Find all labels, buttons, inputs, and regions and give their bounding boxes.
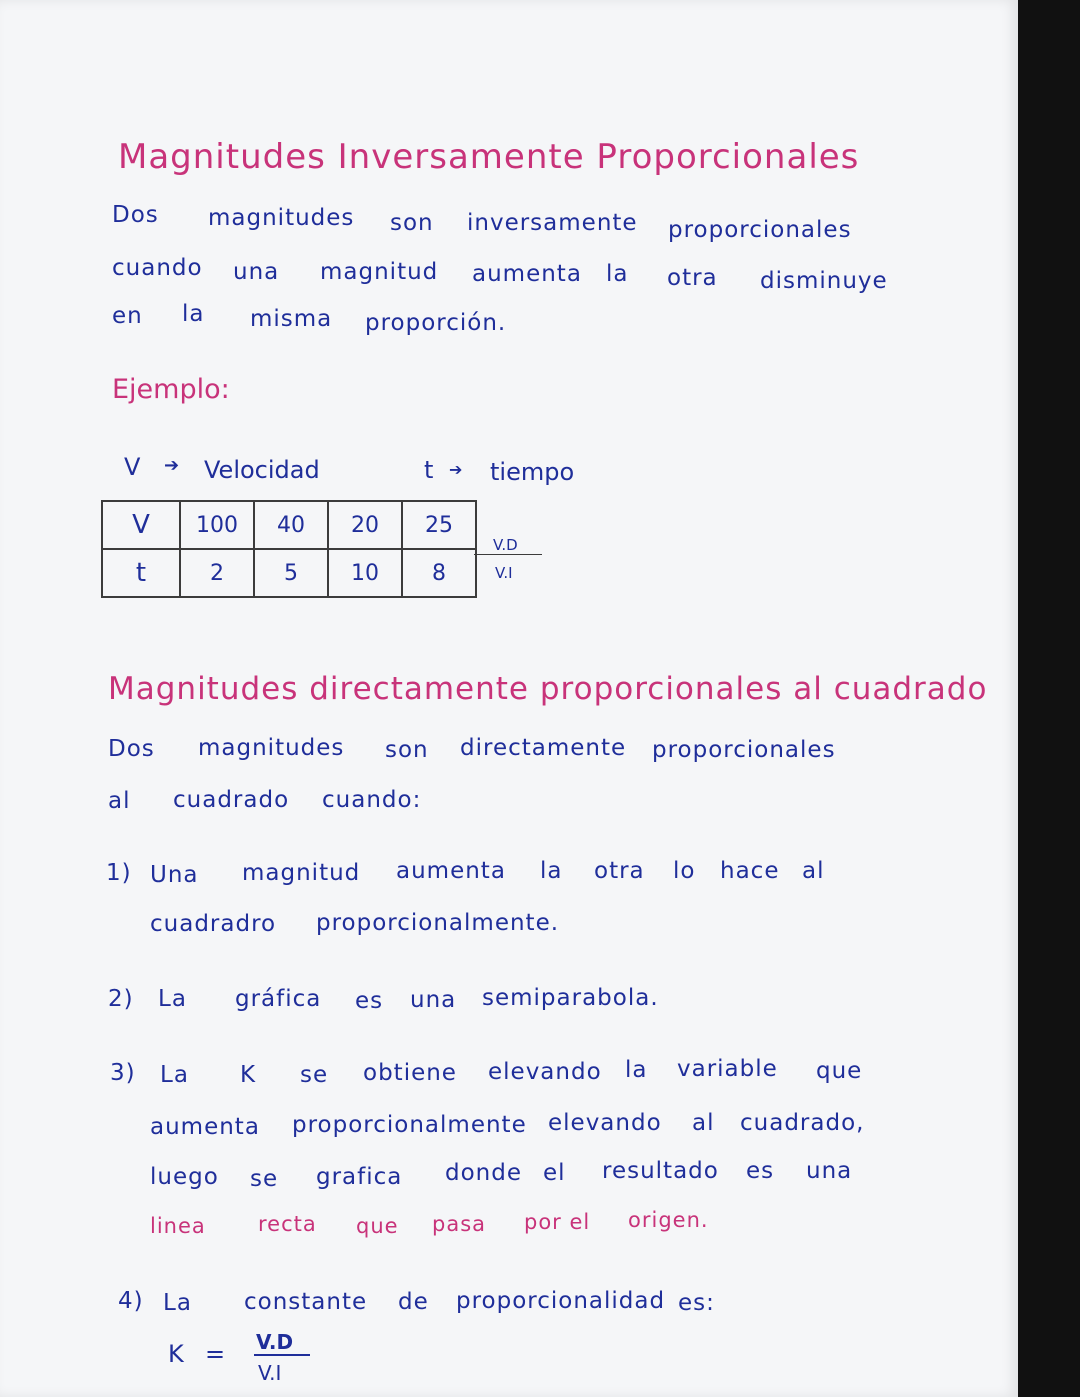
word: una — [233, 259, 280, 285]
arrow-right-icon: ➔ — [164, 455, 180, 476]
table-cell: 40 — [254, 501, 328, 549]
word: luego — [150, 1164, 219, 1190]
word: La — [163, 1290, 192, 1316]
word: elevando — [548, 1110, 662, 1136]
word: misma — [250, 306, 333, 332]
formula-numerator: V.D — [256, 1330, 294, 1354]
word: aumenta — [472, 261, 582, 287]
table-row — [102, 549, 476, 597]
legend-v-symbol: V — [124, 453, 141, 481]
word: cuadrado, — [740, 1110, 865, 1136]
word: son — [385, 737, 429, 763]
section-title-direct-square — [108, 671, 988, 707]
word: es: — [678, 1290, 715, 1316]
word: que — [816, 1058, 863, 1084]
word: grafica — [316, 1164, 403, 1190]
word: cuando: — [322, 787, 422, 813]
word: disminuye — [760, 268, 888, 294]
formula-denominator: V.I — [258, 1361, 282, 1385]
row-tag-independent: V.I — [495, 564, 513, 582]
word: Una — [150, 862, 199, 888]
word: semiparabola. — [482, 985, 659, 1011]
word: inversamente — [467, 210, 638, 236]
word: es — [746, 1158, 775, 1184]
item-number: 3) — [110, 1060, 136, 1086]
item-number: 4) — [118, 1288, 144, 1314]
word: la — [606, 261, 629, 287]
row-label: t — [102, 549, 180, 597]
row-tag-dependent: V.D — [493, 536, 518, 554]
word: son — [390, 210, 434, 236]
example-label: Ejemplo: — [112, 374, 230, 405]
row-label: V — [102, 501, 180, 549]
proportion-table — [101, 500, 477, 598]
section-title-inverse — [118, 137, 860, 177]
word: Dos — [112, 202, 159, 228]
word: La — [160, 1062, 189, 1088]
legend-t-symbol: t — [424, 456, 434, 484]
word: cuadrado — [173, 787, 290, 813]
word: al — [802, 858, 825, 884]
table-cell: 8 — [402, 549, 476, 597]
word: al — [692, 1110, 715, 1136]
word: pasa — [432, 1212, 487, 1236]
word: aumenta — [396, 858, 506, 884]
legend-t-meaning: tiempo — [490, 458, 575, 486]
word: magnitudes — [198, 735, 345, 761]
word: la — [182, 301, 205, 327]
word: La — [158, 986, 187, 1012]
word: de — [398, 1289, 429, 1315]
table-cell: 100 — [180, 501, 254, 549]
fraction-bar — [254, 1354, 310, 1356]
word: proporcionales — [652, 737, 836, 763]
word: hace — [720, 858, 780, 884]
word: la — [625, 1057, 648, 1083]
word: linea — [150, 1214, 206, 1238]
word: la — [540, 858, 563, 884]
word: aumenta — [150, 1114, 260, 1140]
word: proporcionalidad — [456, 1288, 666, 1314]
word: cuando — [112, 255, 203, 281]
title-text: Magnitudes Inversamente Proporcionales — [118, 137, 860, 177]
word: cuadradro — [150, 911, 277, 937]
word: magnitud — [242, 860, 361, 886]
word: que — [356, 1214, 399, 1238]
item-number: 2) — [108, 986, 134, 1012]
word: resultado — [602, 1158, 719, 1184]
table-row — [102, 501, 476, 549]
word: en — [112, 303, 143, 329]
legend-v-meaning: Velocidad — [204, 456, 320, 484]
word: magnitud — [320, 259, 439, 285]
word: es — [355, 988, 384, 1014]
word: gráfica — [235, 986, 322, 1012]
word: proporción. — [365, 310, 507, 336]
word: proporcionales — [668, 217, 852, 243]
arrow-right-icon: ➔ — [449, 460, 463, 479]
word: constante — [244, 1289, 368, 1315]
word: K — [240, 1062, 257, 1088]
word: magnitudes — [208, 205, 355, 231]
word: una — [410, 987, 457, 1013]
title-text: Magnitudes directamente proporcionales al cuadrado — [108, 671, 988, 707]
word: lo — [673, 858, 696, 884]
table-cell: 20 — [328, 501, 402, 549]
word: el — [543, 1160, 566, 1186]
item-number: 1) — [106, 860, 132, 886]
word: una — [806, 1158, 853, 1184]
word: donde — [445, 1160, 522, 1186]
word: elevando — [488, 1059, 602, 1085]
word: por el — [524, 1210, 591, 1234]
word: Dos — [108, 736, 155, 762]
word: proporcionalmente. — [316, 910, 560, 936]
word: se — [250, 1166, 279, 1192]
word: obtiene — [363, 1060, 457, 1086]
formula-k: K — [168, 1340, 184, 1368]
word: recta — [258, 1212, 317, 1236]
word: directamente — [460, 735, 627, 761]
table-extension-rule — [474, 554, 542, 555]
word: otra — [594, 858, 645, 884]
table-cell: 5 — [254, 549, 328, 597]
formula-equals: = — [205, 1340, 226, 1368]
word: al — [108, 788, 131, 814]
word: otra — [667, 265, 718, 291]
word: origen. — [628, 1208, 709, 1232]
table-cell: 2 — [180, 549, 254, 597]
table-cell: 10 — [328, 549, 402, 597]
word: se — [300, 1062, 329, 1088]
table-cell: 25 — [402, 501, 476, 549]
word: variable — [677, 1056, 778, 1082]
word: proporcionalmente — [292, 1112, 527, 1138]
